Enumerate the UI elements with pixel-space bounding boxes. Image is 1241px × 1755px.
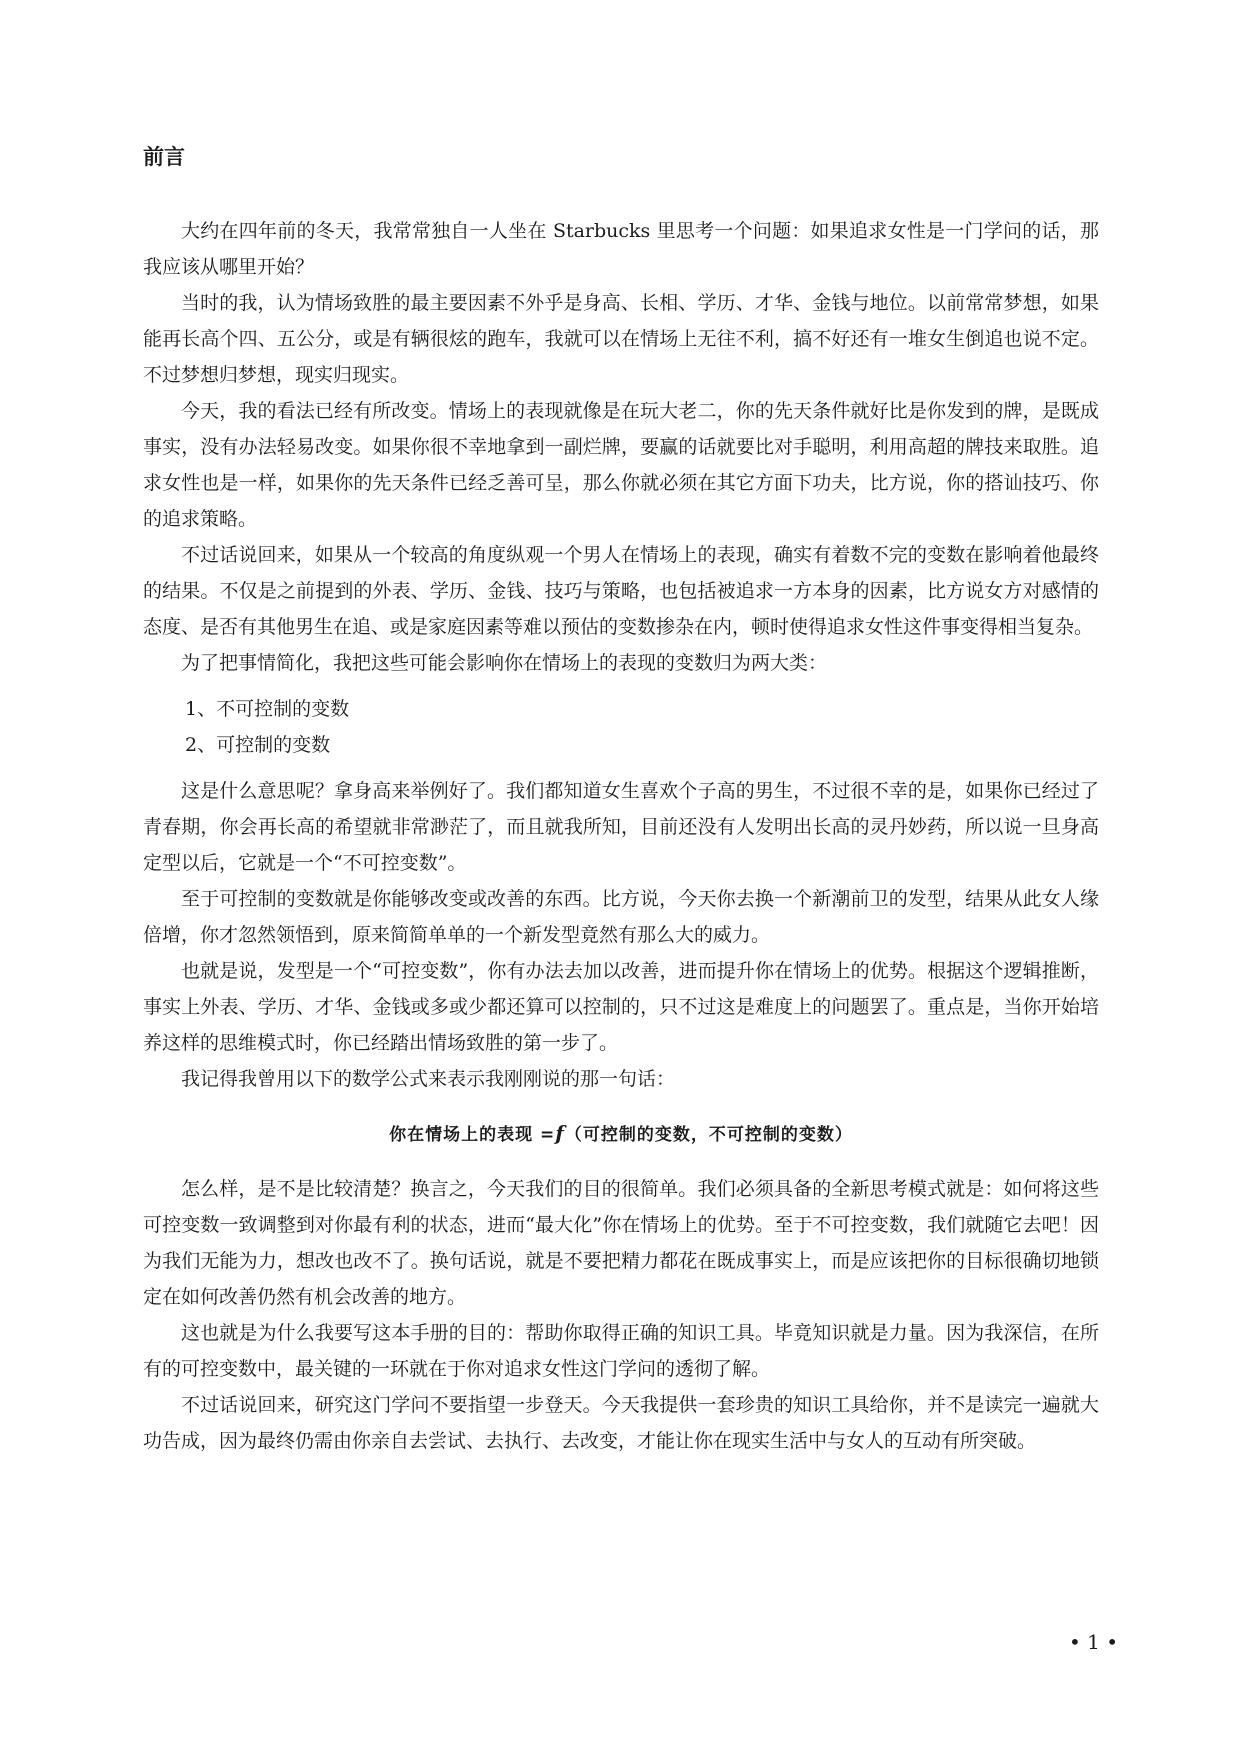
paragraph: 这是什么意思呢？拿身高来举例好了。我们都知道女生喜欢个子高的男生，不过很不幸的是，如果你已经过了青春期，你会再长高的希望就非常渺茫了，而且就我所知，目前还没有人发明出长高的灵丹妙药，所以说一旦身高定型以后，它就是一个“不可控变数”。 — [143, 780, 1099, 874]
paragraph: 不过话说回来，如果从一个较高的角度纵观一个男人在情场上的表现，确实有着数不完的变数在影响着他最终的结果。不仅是之前提到的外表、学历、金钱、技巧与策略，也包括被追求一方本身的因素，比方说女方对感情的态度、是否有其他男生在追、或是家庭因素等难以预估的变数掺杂在内，顿时使得追求女性这件事变得相当复杂。 — [143, 544, 1099, 638]
formula-left: 你在情场上的表现 = — [389, 1125, 556, 1145]
formula — [143, 1115, 1099, 1153]
paragraph: 怎么样，是不是比较清楚？换言之，今天我们的目的很简单。我们必须具备的全新思考模式就是：如何将这些可控变数一致调整到对你最有利的状态，进而“最大化”你在情场上的优势。至于不可控变数，我们就随它去吧！因为我们无能为力，想改也改不了。换句话说，就是不要把精力都花在既成事实上，而是应该把你的目标很确切地锁定在如何改善仍然有机会改善的地方。 — [143, 1178, 1099, 1308]
body-text — [143, 213, 1099, 1459]
paragraph: 今天，我的看法已经有所改变。情场上的表现就像是在玩大老二，你的先天条件就好比是你发到的牌，是既成事实，没有办法轻易改变。如果你很不幸地拿到一副烂牌，要赢的话就要比对手聪明，利用高超的牌技来取胜。追求女性也是一样，如果你的先天条件已经乏善可呈，那么你就必须在其它方面下功夫，比方说，你的搭讪技巧、你的追求策略。 — [143, 400, 1099, 530]
paragraph: 为了把事情简化，我把这些可能会影响你在情场上的表现的变数归为两大类： — [181, 652, 828, 674]
list-item: 2、可控制的变数 — [185, 734, 331, 756]
formula-right: （可控制的变数，不可控制的变数） — [564, 1125, 853, 1145]
variable-list — [143, 691, 1099, 763]
page-number: • 1 • — [1068, 1630, 1118, 1654]
paragraph: 当时的我，认为情场致胜的最主要因素不外乎是身高、长相、学历、才华、金钱与地位。以前常常梦想，如果能再长高个四、五公分，或是有辆很炫的跑车，我就可以在情场上无往不利，搞不好还有一堆女生倒追也说不定。不过梦想归梦想，现实归现实。 — [143, 292, 1099, 386]
paragraph: 大约在四年前的冬天，我常常独自一人坐在 Starbucks 里思考一个问题：如果追求女性是一门学问的话，那我应该从哪里开始？ — [143, 220, 1099, 278]
paragraph: 不过话说回来，研究这门学问不要指望一步登天。今天我提供一套珍贵的知识工具给你，并不是读完一遍就大功告成，因为最终仍需由你亲自去尝试、去执行、去改变，才能让你在现实生活中与女人的互动有所突破。 — [143, 1394, 1099, 1452]
paragraph: 我记得我曾用以下的数学公式来表示我刚刚说的那一句话： — [181, 1068, 676, 1090]
paragraph: 这也就是为什么我要写这本手册的目的：帮助你取得正确的知识工具。毕竟知识就是力量。因为我深信，在所有的可控变数中，最关键的一环就在于你对追求女性这门学问的透彻了解。 — [143, 1322, 1099, 1380]
page-heading: 前言 — [143, 145, 185, 169]
paragraph: 也就是说，发型是一个“可控变数”，你有办法去加以改善，进而提升你在情场上的优势。根据这个逻辑推断，事实上外表、学历、才华、金钱或多或少都还算可以控制的，只不过这是难度上的问题罢了。重点是，当你开始培养这样的思维模式时，你已经踏出情场致胜的第一步了。 — [143, 960, 1099, 1054]
list-item: 1、不可控制的变数 — [185, 698, 350, 720]
formula-function: f — [555, 1121, 565, 1145]
paragraph: 至于可控制的变数就是你能够改变或改善的东西。比方说，今天你去换一个新潮前卫的发型，结果从此女人缘倍增，你才忽然领悟到，原来简简单单的一个新发型竟然有那么大的威力。 — [143, 888, 1099, 946]
